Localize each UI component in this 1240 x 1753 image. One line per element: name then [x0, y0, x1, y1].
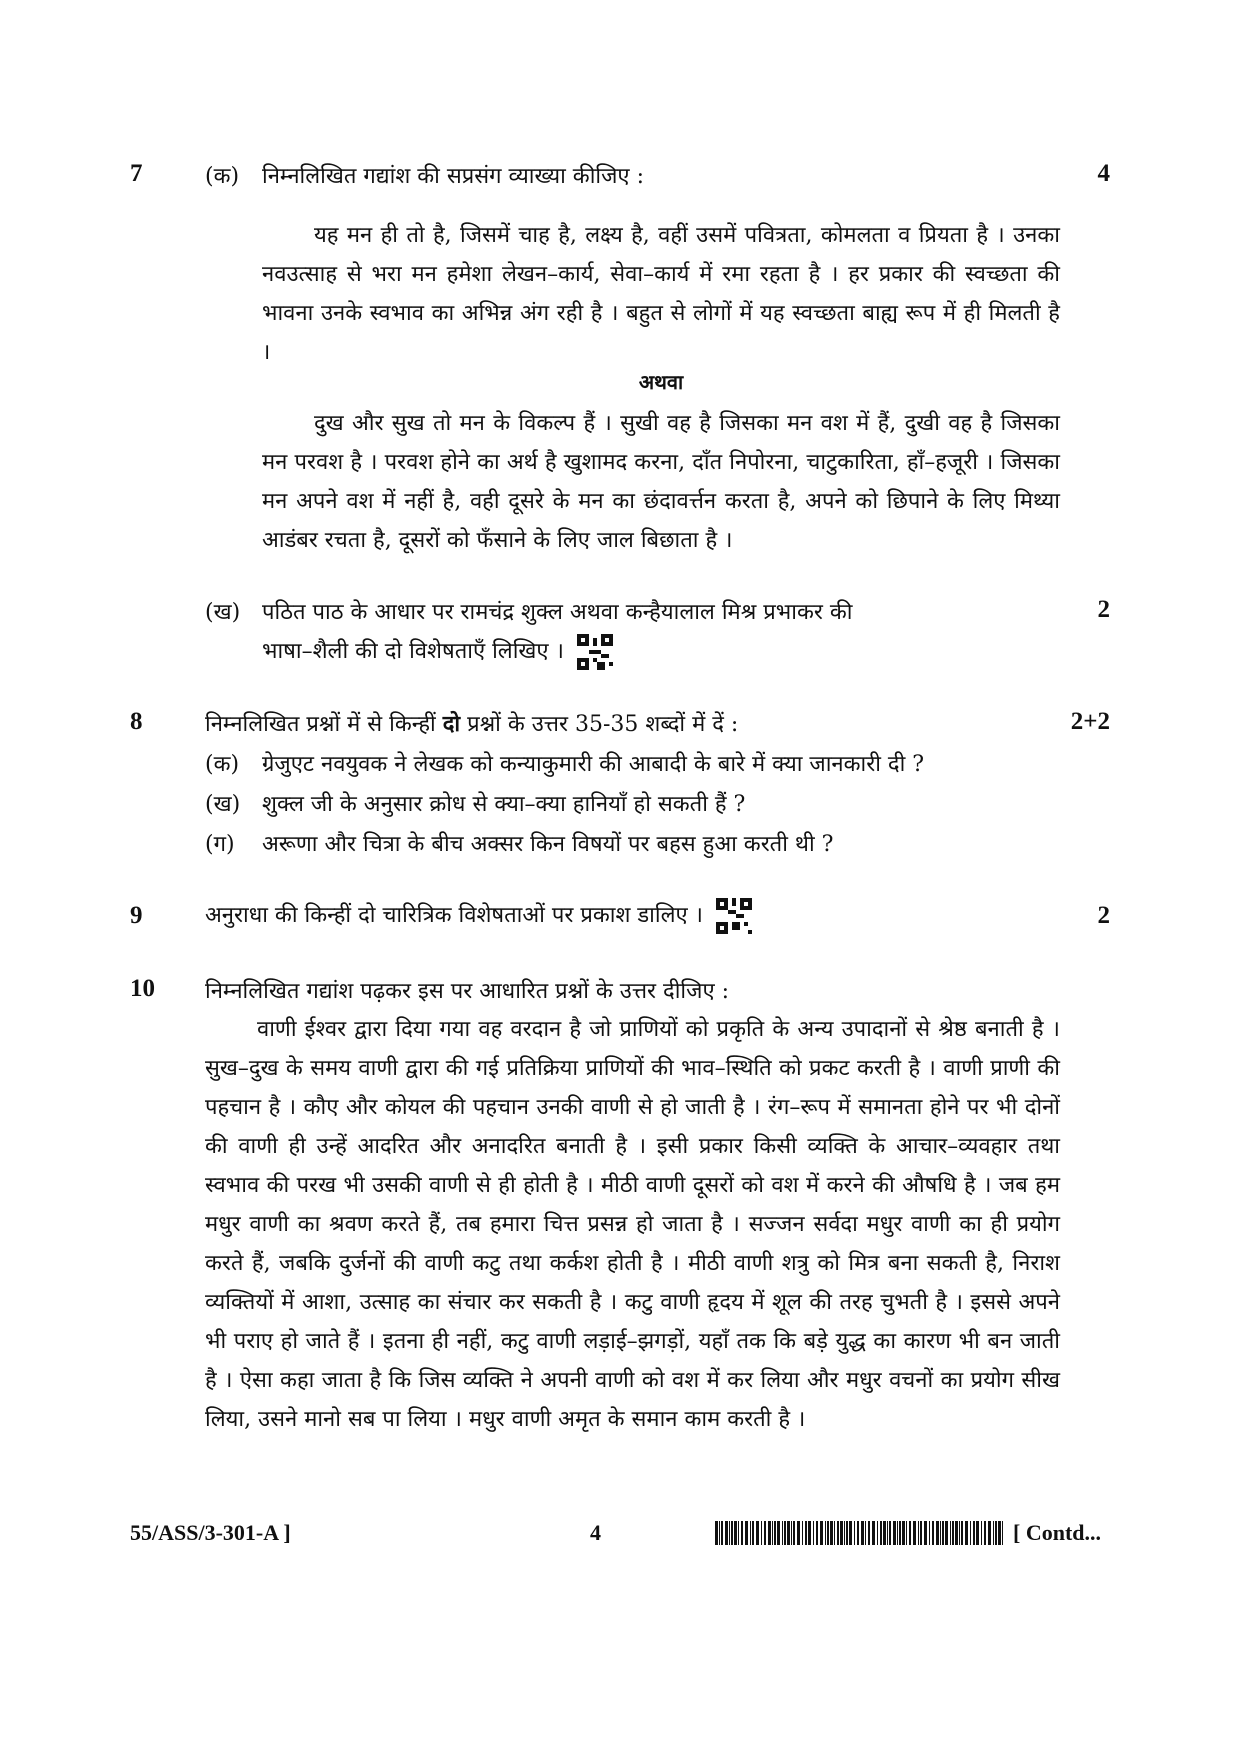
question-8-instruction-emphasis: दो: [442, 711, 461, 737]
question-8-instruction: [205, 708, 738, 738]
question-7a-passage-1: यह मन ही तो है, जिसमें चाह है, लक्ष्य है, वहीं उसमें पवित्रता, कोमलता व प्रियता है । उनका नवउत्साह से भरा मन हमेशा लेखन–कार्य, सेवा–कार्य में रमा रहता है । हर प्रकार की स्वच्छता की भावना उनके स्वभाव का अभिन्न अंग रही है । बहुत से लोगों में यह स्वच्छता बाह्य रूप में ही मिलती है ।: [262, 223, 1060, 365]
barcode-image: [715, 1521, 1005, 1545]
question-8a-text: ग्रेजुएट नवयुवक ने लेखक को कन्याकुमारी की आबादी के बारे में क्या जानकारी दी ?: [262, 752, 925, 777]
question-7-number: 7: [130, 160, 143, 187]
continued-label: [ Contd...: [1013, 1520, 1102, 1545]
qr-code-icon: [716, 898, 752, 934]
question-8b-label: (ख): [205, 792, 241, 817]
question-7a-label: (क): [205, 164, 240, 189]
question-7b-line-2-wrap: [262, 634, 613, 670]
question-8-number: 8: [130, 708, 143, 735]
question-9-text: अनुराधा की किन्हीं दो चारित्रिक विशेषताओं पर प्रकाश डालिए ।: [205, 903, 703, 928]
question-7b-line-2: भाषा–शैली की दो विशेषताएँ लिखिए ।: [262, 639, 564, 664]
question-8-instruction-post: प्रश्नों के उत्तर 35-35 शब्दों में दें :: [460, 712, 739, 737]
question-8-instruction-pre: निम्नलिखित प्रश्नों में से किन्हीं: [205, 712, 443, 737]
qr-code-icon: [577, 634, 613, 670]
question-8c-label: (ग): [205, 832, 235, 857]
question-7-marks: 4: [1097, 160, 1110, 187]
question-7b-marks: 2: [1097, 596, 1110, 623]
question-7a-passage-2: दुख और सुख तो मन के विकल्प हैं । सुखी वह है जिसका मन वश में हैं, दुखी वह है जिसका मन परवश है । परवश होने का अर्थ है खुशामद करना, दाँत निपोरना, चाटुकारिता, हाँ–हजूरी । जिसका मन अपने वश में नहीं है, वही दूसरे के मन का छंदावर्त्तन करता है, अपने को छिपाने के लिए मिथ्या आडंबर रचता है, दूसरों को फँसाने के लिए जाल बिछाता है ।: [262, 411, 1060, 553]
question-9-text-wrap: [205, 898, 752, 934]
question-7b-label: (ख): [205, 600, 241, 625]
question-10-instruction: निम्नलिखित गद्यांश पढ़कर इस पर आधारित प्रश्नों के उत्तर दीजिए :: [205, 979, 730, 1004]
question-8c-text: अरूणा और चित्रा के बीच अक्सर किन विषयों पर बहस हुआ करती थी ?: [262, 832, 834, 857]
question-8-marks: 2+2: [1070, 708, 1110, 735]
question-9-number: 9: [130, 902, 143, 929]
question-10-number: 10: [130, 975, 155, 1002]
page-number: 4: [590, 1520, 601, 1545]
paper-code: 55/ASS/3-301-A ]: [130, 1520, 291, 1545]
question-9-marks: 2: [1097, 902, 1110, 929]
question-8b-text: शुक्ल जी के अनुसार क्रोध से क्या–क्या हानियाँ हो सकती हैं ?: [262, 792, 746, 817]
or-divider: अथवा: [638, 370, 684, 394]
question-10-passage: वाणी ईश्वर द्वारा दिया गया वह वरदान है जो प्राणियों को प्रकृति के अन्य उपादानों से श्रेष्ठ बनाती है । सुख–दुख के समय वाणी द्वारा की गई प्रतिक्रिया प्राणियों की भाव–स्थिति को प्रकट करती है । वाणी प्राणी की पहचान है । कौए और कोयल की पहचान उनकी वाणी से हो जाती है । रंग–रूप में समानता होने पर भी दोनों की वाणी ही उन्हें आदरित और अनादरित बनाती है । इसी प्रकार किसी व्यक्ति के आचार–व्यवहार तथा स्वभाव की परख भी उसकी वाणी से ही होती है । मीठी वाणी दूसरों को वश में करने की औषधि है । जब हम मधुर वाणी का श्रवण करते हैं, तब हमारा चित्त प्रसन्न हो जाता है । सज्जन सर्वदा मधुर वाणी का ही प्रयोग करते हैं, जबकि दुर्जनों की वाणी कटु तथा कर्कश होती है । मीठी वाणी शत्रु को मित्र बना सकती है, निराश व्यक्तियों में आशा, उत्साह का संचार कर सकती है । कटु वाणी हृदय में शूल की तरह चुभती है । इससे अपने भी पराए हो जाते हैं । इतना ही नहीं, कटु वाणी लड़ाई–झगड़ों, यहाँ तक कि बड़े युद्ध का कारण भी बन जाती है । ऐसा कहा जाता है कि जिस व्यक्ति ने अपनी वाणी को वश में कर लिया और मधुर वचनों का प्रयोग सीख लिया, उसने मानो सब पा लिया । मधुर वाणी अमृत के समान काम करती है ।: [205, 1017, 1060, 1432]
question-8a-label: (क): [205, 752, 240, 777]
question-7a-instruction: निम्नलिखित गद्यांश की सप्रसंग व्याख्या कीजिए :: [262, 164, 644, 189]
question-7b-line-1: पठित पाठ के आधार पर रामचंद्र शुक्ल अथवा कन्हैयालाल मिश्र प्रभाकर की: [262, 600, 853, 625]
